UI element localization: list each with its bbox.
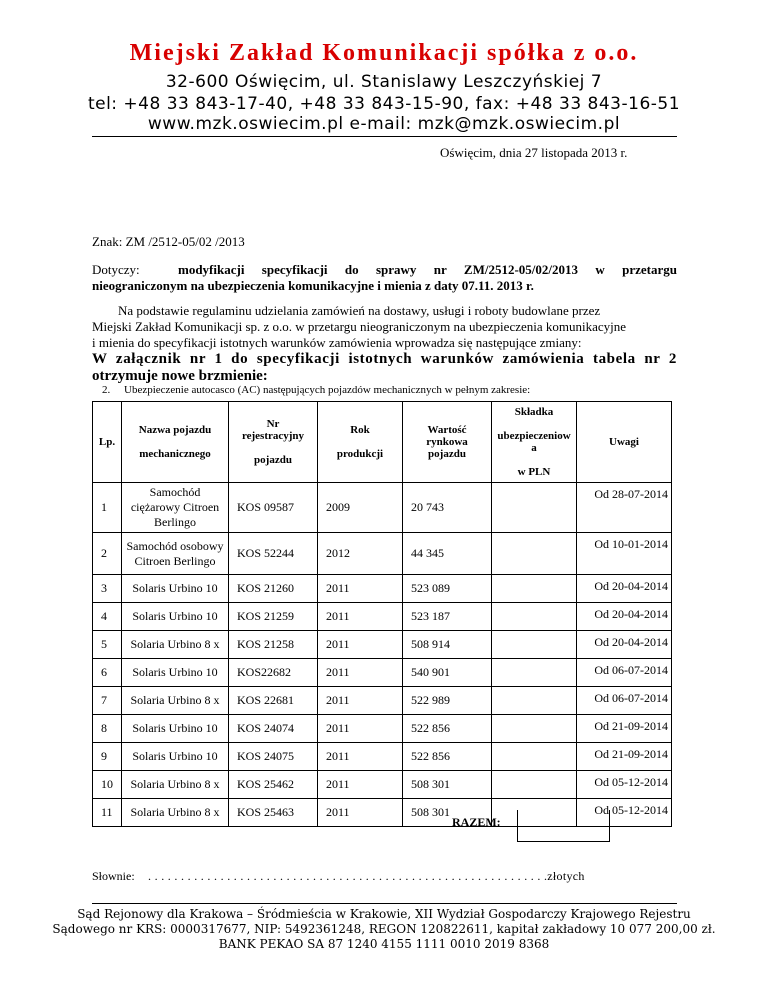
cell-lp: 7 xyxy=(93,687,122,715)
cell-lp: 10 xyxy=(93,771,122,799)
cell-year: 2011 xyxy=(318,687,403,715)
company-name: Miejski Zakład Komunikacji spółka z o.o. xyxy=(129,40,639,66)
cell-value: 508 301 xyxy=(403,771,492,799)
attachment-line-1: W załącznik nr 1 do specyfikacji istotnych warunków zamówienia tabela nr 2 xyxy=(92,351,677,367)
reference-sign: Znak: ZM /2512-05/02 /2013 xyxy=(92,234,245,249)
cell-vehicle-name: Solaria Urbino 8 x xyxy=(122,687,229,715)
cell-notes: Od 06-07-2014 xyxy=(577,659,672,687)
cell-vehicle-name: Solaris Urbino 10 xyxy=(122,575,229,603)
cell-premium xyxy=(492,687,577,715)
cell-notes: Od 20-04-2014 xyxy=(577,631,672,659)
table-row xyxy=(93,771,672,799)
section-number: 2. xyxy=(102,384,111,396)
date-line: Oświęcim, dnia 27 listopada 2013 r. xyxy=(440,145,628,160)
cell-value: 508 914 xyxy=(403,631,492,659)
header-lp: Lp. xyxy=(93,402,122,483)
cell-value: 44 345 xyxy=(403,533,492,575)
cell-lp: 4 xyxy=(93,603,122,631)
cell-lp: 5 xyxy=(93,631,122,659)
vehicle-table xyxy=(92,401,672,827)
total-label: RAZEM: xyxy=(452,815,501,829)
cell-registration: KOS 21258 xyxy=(229,631,318,659)
cell-year: 2011 xyxy=(318,743,403,771)
cell-premium xyxy=(492,575,577,603)
cell-vehicle-name: Solaris Urbino 10 xyxy=(122,603,229,631)
cell-value: 522 856 xyxy=(403,743,492,771)
cell-year: 2011 xyxy=(318,631,403,659)
cell-premium xyxy=(492,771,577,799)
header-notes: Uwagi xyxy=(577,402,672,483)
cell-year: 2012 xyxy=(318,533,403,575)
header-premium: Składka ubezpieczeniow a w PLN xyxy=(492,402,577,483)
cell-value: 540 901 xyxy=(403,659,492,687)
header-registration: Nr rejestracyjny pojazdu xyxy=(229,402,318,483)
cell-premium xyxy=(492,603,577,631)
cell-vehicle-name: Samochód ciężarowy Citroen Berlingo xyxy=(122,483,229,533)
company-address: 32-600 Oświęcim, ul. Stanislawy Leszczyńskiej 7 xyxy=(165,72,603,92)
table-row xyxy=(93,603,672,631)
cell-year: 2011 xyxy=(318,771,403,799)
cell-year: 2011 xyxy=(318,799,403,827)
cell-value: 522 989 xyxy=(403,687,492,715)
company-web: www.mzk.oswiecim.pl e-mail: mzk@mzk.oswiecim.pl xyxy=(147,114,621,134)
cell-value: 522 856 xyxy=(403,715,492,743)
intro-line-3: i mienia do specyfikacji istotnych warunków zamówienia wprowadza się następujące zmiany: xyxy=(92,335,582,350)
cell-vehicle-name: Solaria Urbino 8 x xyxy=(122,799,229,827)
cell-vehicle-name: Solaria Urbino 8 x xyxy=(122,631,229,659)
intro-line-2: Miejski Zakład Komunikacji sp. z o.o. w przetargu nieograniczonym na ubezpieczenia komunikacyjne xyxy=(92,319,627,334)
subject-text: modyfikacji specyfikacji do sprawy nr ZM/2512-05/02/2013 w przetargu xyxy=(178,262,677,277)
cell-notes: Od 06-07-2014 xyxy=(577,687,672,715)
cell-lp: 11 xyxy=(93,799,122,827)
cell-registration: KOS 24074 xyxy=(229,715,318,743)
cell-notes: Od 28-07-2014 xyxy=(577,483,672,533)
cell-vehicle-name: Solaris Urbino 10 xyxy=(122,715,229,743)
header-year: Rok produkcji xyxy=(318,402,403,483)
cell-notes: Od 10-01-2014 xyxy=(577,533,672,575)
table-row xyxy=(93,483,672,533)
table-row xyxy=(93,687,672,715)
header-divider xyxy=(92,136,677,137)
table-row xyxy=(93,631,672,659)
table-header-row xyxy=(93,402,672,483)
cell-registration: KOS 09587 xyxy=(229,483,318,533)
cell-notes: Od 21-09-2014 xyxy=(577,743,672,771)
cell-lp: 1 xyxy=(93,483,122,533)
table-row xyxy=(93,715,672,743)
header-value: Wartość rynkowa pojazdu xyxy=(403,402,492,483)
section-text: Ubezpieczenie autocasco (AC) następujących pojazdów mechanicznych w pełnym zakresie: xyxy=(124,384,531,396)
cell-value: 508 301 xyxy=(403,799,492,827)
footer-line-1: Sąd Rejonowy dla Krakowa – Śródmieścia w Krakowie, XII Wydział Gospodarczy Krajowego Rejestru xyxy=(77,907,691,921)
cell-premium xyxy=(492,533,577,575)
cell-registration: KOS 52244 xyxy=(229,533,318,575)
cell-year: 2011 xyxy=(318,715,403,743)
cell-vehicle-name: Solaris Urbino 10 xyxy=(122,743,229,771)
table-row xyxy=(93,659,672,687)
cell-vehicle-name: Solaris Urbino 10 xyxy=(122,659,229,687)
table-row xyxy=(93,743,672,771)
table-row xyxy=(93,575,672,603)
cell-lp: 8 xyxy=(93,715,122,743)
cell-registration: KOS 22681 xyxy=(229,687,318,715)
company-phones: tel: +48 33 843-17-40, +48 33 843-15-90, fax: +48 33 843-16-51 xyxy=(87,94,681,114)
cell-year: 2011 xyxy=(318,603,403,631)
cell-premium xyxy=(492,483,577,533)
cell-year: 2011 xyxy=(318,575,403,603)
cell-notes: Od 20-04-2014 xyxy=(577,603,672,631)
cell-vehicle-name: Solaria Urbino 8 x xyxy=(122,771,229,799)
cell-value: 20 743 xyxy=(403,483,492,533)
cell-value: 523 089 xyxy=(403,575,492,603)
header-vehicle-name: Nazwa pojazdu mechanicznego xyxy=(122,402,229,483)
cell-value: 523 187 xyxy=(403,603,492,631)
cell-premium xyxy=(492,715,577,743)
cell-registration: KOS 24075 xyxy=(229,743,318,771)
cell-year: 2011 xyxy=(318,659,403,687)
cell-registration: KOS 25463 xyxy=(229,799,318,827)
subject-label: Dotyczy: xyxy=(92,262,140,277)
table-row xyxy=(93,533,672,575)
cell-registration: KOS 25462 xyxy=(229,771,318,799)
cell-notes: Od 05-12-2014 xyxy=(577,799,672,827)
cell-registration: KOS22682 xyxy=(229,659,318,687)
words-label: Słownie: xyxy=(92,869,135,883)
cell-premium xyxy=(492,631,577,659)
cell-vehicle-name: Samochód osobowy Citroen Berlingo xyxy=(122,533,229,575)
cell-lp: 2 xyxy=(93,533,122,575)
cell-year: 2009 xyxy=(318,483,403,533)
cell-lp: 3 xyxy=(93,575,122,603)
footer-line-2: Sądowego nr KRS: 0000317677, NIP: 5492361248, REGON 120822611, kapitał zakładowy 10 077 200,00 zł. xyxy=(52,922,716,936)
words-dots: . . . . . . . . . . . . . . . . . . . . . . . . . . . . . . . . . . . . . . . . . . . . . . . . . . . . . . . . . . . . .złotych xyxy=(148,869,585,883)
attachment-line-2: otrzymuje nowe brzmienie: xyxy=(92,368,268,384)
intro-line-1: Na podstawie regulaminu udzielania zamówień na dostawy, usługi i roboty budowlane przez xyxy=(118,303,601,318)
cell-registration: KOS 21260 xyxy=(229,575,318,603)
cell-premium xyxy=(492,743,577,771)
total-value-cell xyxy=(517,810,610,842)
cell-lp: 6 xyxy=(93,659,122,687)
cell-notes: Od 21-09-2014 xyxy=(577,715,672,743)
cell-registration: KOS 21259 xyxy=(229,603,318,631)
footer-divider xyxy=(92,903,677,904)
cell-lp: 9 xyxy=(93,743,122,771)
footer-line-3: BANK PEKAO SA 87 1240 4155 1111 0010 2019 8368 xyxy=(218,937,550,951)
cell-premium xyxy=(492,659,577,687)
subject-text-2: nieograniczonym na ubezpieczenia komunikacyjne i mienia z daty 07.11. 2013 r. xyxy=(92,278,534,293)
cell-notes: Od 05-12-2014 xyxy=(577,771,672,799)
cell-notes: Od 20-04-2014 xyxy=(577,575,672,603)
